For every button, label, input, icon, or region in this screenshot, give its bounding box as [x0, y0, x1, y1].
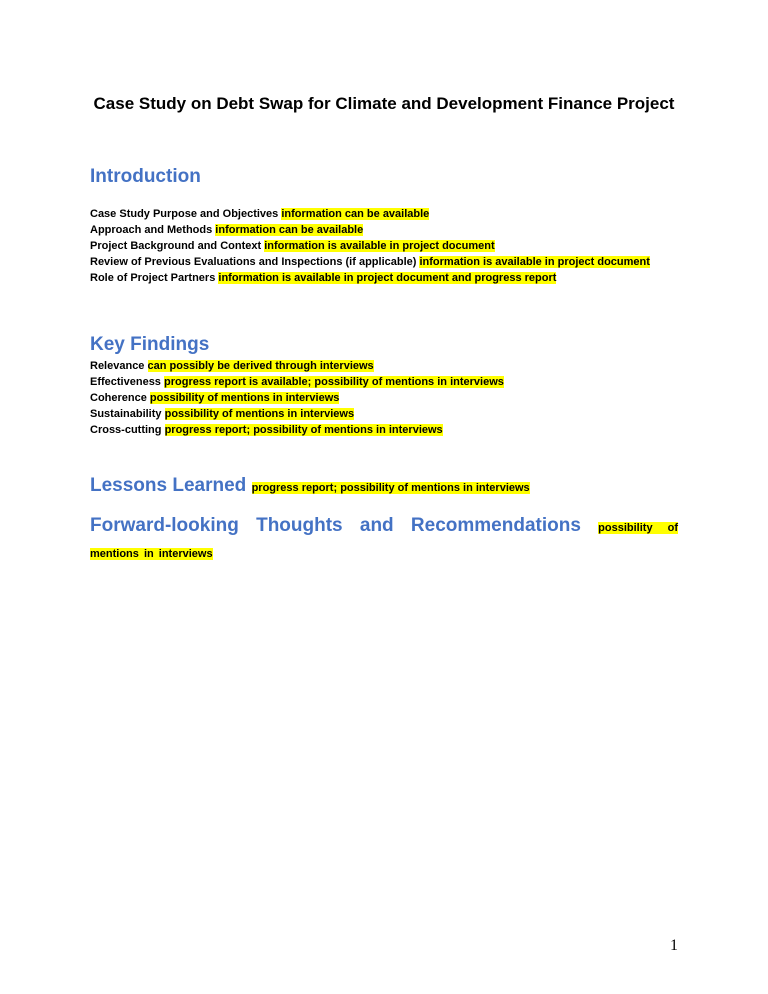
item-note-highlight: possibility of mentions in interviews [164, 408, 355, 420]
item-label: Coherence [90, 392, 147, 404]
list-item [90, 270, 678, 286]
item-label: Project Background and Context [90, 240, 262, 252]
item-note-highlight: information is available in project document [419, 256, 650, 268]
page-number: 1 [670, 937, 678, 954]
key-findings-list [90, 358, 678, 438]
section-heading-lessons-learned: Lessons Learned [90, 475, 247, 496]
item-note-highlight: information is available in project document and progress report [218, 272, 557, 284]
item-label: Effectiveness [90, 376, 161, 388]
section-forward-looking [90, 514, 678, 566]
item-label: Role of Project Partners [90, 272, 216, 284]
section-heading-forward-looking: Forward-looking Thoughts and Recommendations [90, 515, 581, 536]
item-label: Sustainability [90, 408, 162, 420]
list-item [90, 206, 678, 222]
section-note-highlight: possibility of mentions in interviews [90, 522, 678, 560]
list-item [90, 222, 678, 238]
list-item [90, 254, 678, 270]
list-item [90, 358, 678, 374]
item-note-highlight: progress report; possibility of mentions in interviews [164, 424, 443, 436]
item-label: Case Study Purpose and Objectives [90, 208, 279, 220]
item-note-highlight: information is available in project document [264, 240, 495, 252]
item-note-highlight: progress report is available; possibility of mentions in interviews [164, 376, 504, 388]
item-label: Cross-cutting [90, 424, 162, 436]
section-heading-key-findings: Key Findings [90, 334, 210, 355]
introduction-list [90, 206, 678, 286]
list-item [90, 422, 678, 438]
list-item [90, 390, 678, 406]
item-note-highlight: can possibly be derived through interviews [147, 360, 374, 372]
item-note-highlight: information can be available [281, 208, 430, 220]
list-item [90, 406, 678, 422]
item-label: Approach and Methods [90, 224, 213, 236]
item-label: Review of Previous Evaluations and Inspections (if applicable) [90, 256, 417, 268]
item-note-highlight: possibility of mentions in interviews [149, 392, 340, 404]
section-lessons-learned [90, 474, 530, 500]
document-title: Case Study on Debt Swap for Climate and Development Finance Project [93, 94, 675, 113]
section-note-highlight: progress report; possibility of mentions in interviews [251, 482, 530, 494]
item-note-highlight: information can be available [215, 224, 364, 236]
list-item [90, 238, 678, 254]
section-heading-introduction: Introduction [90, 166, 201, 187]
list-item [90, 374, 678, 390]
item-label: Relevance [90, 360, 145, 372]
